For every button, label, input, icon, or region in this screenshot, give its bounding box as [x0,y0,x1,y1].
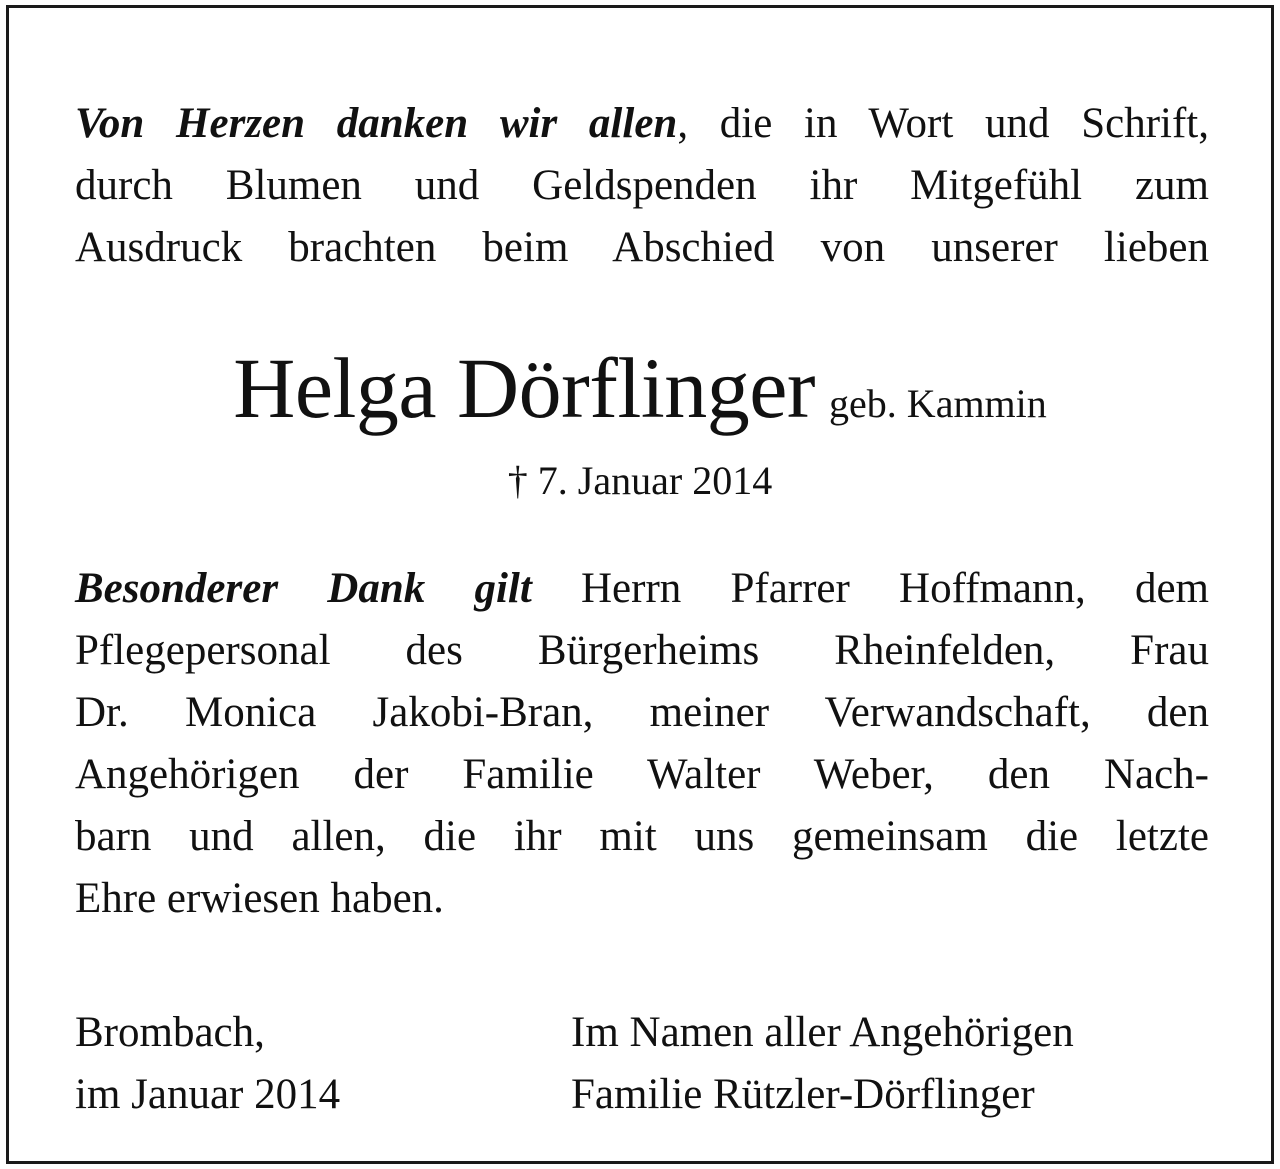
maiden-name: geb. Kammin [829,381,1047,426]
intro-line-1 [75,93,1209,155]
signature-line-1: Im Namen aller Angehörigen [571,1009,1074,1056]
thanks-paragraph [75,558,1209,930]
place: Brombach, [75,1009,265,1056]
deceased-name: Helga Dörflinger [233,340,816,436]
intro-line-2: durch Blumen und Geldspenden ihr Mitgefühl zum [75,162,1209,209]
thanks-line-4: Angehörigen der Familie Walter Weber, den Nach- [75,751,1209,798]
intro-lead: Von Herzen danken wir allen [75,100,678,147]
thanks-lead: Besonderer Dank gilt [75,565,532,612]
intro-line-3: Ausdruck brachten beim Abschied von unserer lieben [75,224,1209,271]
thanks-line-3: Dr. Monica Jakobi-Bran, meiner Verwandschaft, den [75,689,1209,736]
thanks-line-2: Pflegepersonal des Bürgerheims Rheinfelden, Frau [75,627,1209,674]
thanks-line-1-rest: Herrn Pfarrer Hoffmann, dem [531,565,1209,612]
deceased-name-block [0,338,1280,438]
signature-line-2: Familie Rützler-Dörflinger [571,1071,1035,1118]
date: im Januar 2014 [75,1071,341,1118]
thanks-line-1 [75,558,1209,620]
death-date: † 7. Januar 2014 [507,458,773,503]
intro-paragraph [75,93,1209,279]
thanks-line-5: barn und allen, die ihr mit uns gemeinsam die letzte [75,813,1209,860]
signature-block [571,1002,1074,1126]
place-date-block [75,1002,340,1126]
thanks-line-6: Ehre erwiesen haben. [75,875,444,922]
intro-line-1-rest: , die in Wort und Schrift, [677,100,1209,147]
